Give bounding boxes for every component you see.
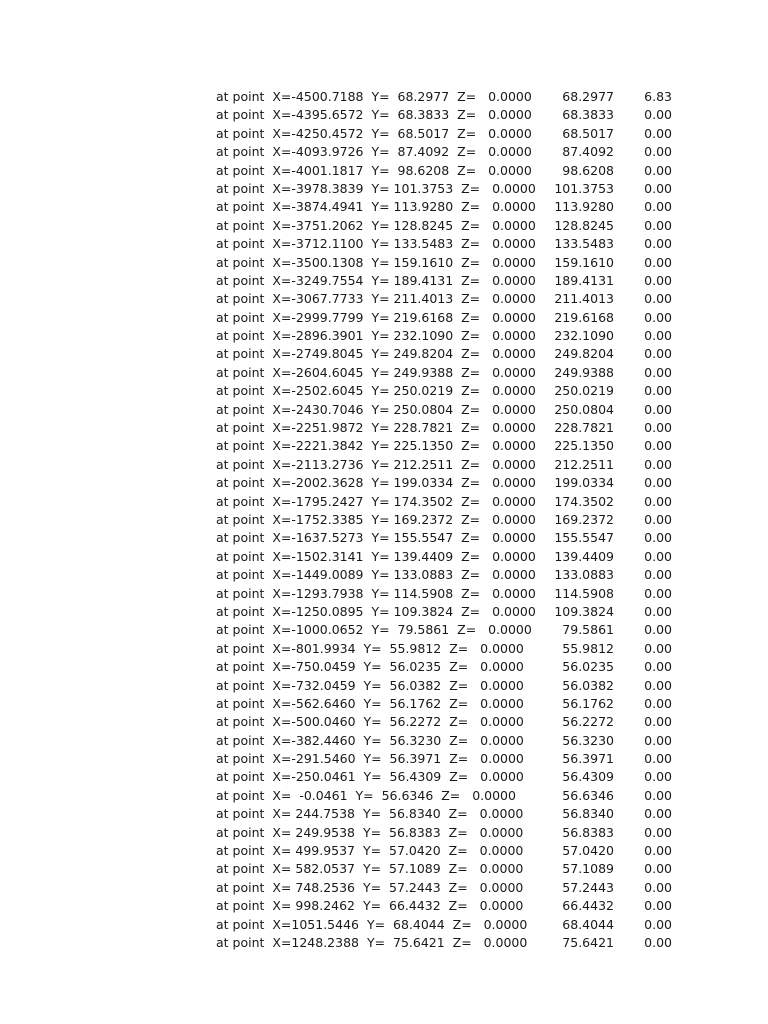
- y-value-cell[interactable]: 57.0420: [562, 843, 614, 859]
- result-value-cell[interactable]: 0.00: [644, 567, 672, 583]
- point-text-cell[interactable]: at point X= 249.9538 Y= 56.8383 Z= 0.0000: [216, 824, 524, 840]
- y-value-cell[interactable]: 114.5908: [554, 585, 614, 601]
- data-row: [0, 125, 768, 143]
- result-value-cell[interactable]: 0.00: [644, 456, 672, 472]
- data-row: [0, 658, 768, 676]
- y-value-cell[interactable]: 66.4432: [562, 898, 614, 914]
- data-row: [0, 916, 768, 934]
- y-value-cell[interactable]: 113.9280: [554, 199, 614, 215]
- result-value-cell[interactable]: 0.00: [644, 144, 672, 160]
- point-text-cell[interactable]: at point X=-1752.3385 Y= 169.2372 Z= 0.0000: [216, 511, 536, 527]
- point-text-cell[interactable]: at point X=-2251.9872 Y= 228.7821 Z= 0.0000: [216, 420, 536, 436]
- result-value-cell[interactable]: 0.00: [644, 806, 672, 822]
- y-value-cell[interactable]: 169.2372: [554, 511, 614, 527]
- point-text-cell[interactable]: at point X=-2896.3901 Y= 232.1090 Z= 0.0000: [216, 328, 536, 344]
- point-text-cell[interactable]: at point X=-2999.7799 Y= 219.6168 Z= 0.0000: [216, 309, 536, 325]
- y-value-cell[interactable]: 56.8340: [562, 806, 614, 822]
- y-value-cell[interactable]: 228.7821: [554, 420, 614, 436]
- point-text-cell[interactable]: at point X=-382.4460 Y= 56.3230 Z= 0.0000: [216, 732, 524, 748]
- point-text-cell[interactable]: at point X=-732.0459 Y= 56.0382 Z= 0.0000: [216, 677, 524, 693]
- data-row: [0, 327, 768, 345]
- data-row: [0, 456, 768, 474]
- result-value-cell[interactable]: 0.00: [644, 548, 672, 564]
- result-value-cell[interactable]: 0.00: [644, 309, 672, 325]
- result-value-cell[interactable]: 0.00: [644, 291, 672, 307]
- data-row: [0, 897, 768, 915]
- data-row: [0, 548, 768, 566]
- data-row: [0, 88, 768, 106]
- result-value-cell[interactable]: 0.00: [644, 916, 672, 932]
- result-value-cell[interactable]: 0.00: [644, 254, 672, 270]
- point-text-cell[interactable]: at point X=-3249.7554 Y= 189.4131 Z= 0.0000: [216, 272, 536, 288]
- data-row: [0, 860, 768, 878]
- data-row: [0, 180, 768, 198]
- point-text-cell[interactable]: at point X=-2749.8045 Y= 249.8204 Z= 0.0000: [216, 346, 536, 362]
- y-value-cell[interactable]: 55.9812: [562, 640, 614, 656]
- point-text-cell[interactable]: at point X=-3712.1100 Y= 133.5483 Z= 0.0000: [216, 236, 536, 252]
- result-value-cell[interactable]: 0.00: [644, 861, 672, 877]
- point-text-cell[interactable]: at point X=-3751.2062 Y= 128.8245 Z= 0.0000: [216, 217, 536, 233]
- result-value-cell[interactable]: 0.00: [644, 328, 672, 344]
- y-value-cell[interactable]: 57.2443: [562, 879, 614, 895]
- point-text-cell[interactable]: at point X=-2113.2736 Y= 212.2511 Z= 0.0000: [216, 456, 536, 472]
- point-text-cell[interactable]: at point X=-1293.7938 Y= 114.5908 Z= 0.0000: [216, 585, 536, 601]
- point-text-cell[interactable]: at point X=-801.9934 Y= 55.9812 Z= 0.0000: [216, 640, 524, 656]
- data-row: [0, 290, 768, 308]
- result-value-cell[interactable]: 0.00: [644, 383, 672, 399]
- y-value-cell[interactable]: 68.4044: [562, 916, 614, 932]
- y-value-cell[interactable]: 56.8383: [562, 824, 614, 840]
- point-text-cell[interactable]: at point X=-3500.1308 Y= 159.1610 Z= 0.0000: [216, 254, 536, 270]
- point-text-cell[interactable]: at point X= 748.2536 Y= 57.2443 Z= 0.0000: [216, 879, 524, 895]
- result-value-cell[interactable]: 0.00: [644, 364, 672, 380]
- result-value-cell[interactable]: 0.00: [644, 107, 672, 123]
- result-value-cell[interactable]: 0.00: [644, 493, 672, 509]
- data-row: [0, 345, 768, 363]
- y-value-cell[interactable]: 212.2511: [554, 456, 614, 472]
- y-value-cell[interactable]: 219.6168: [554, 309, 614, 325]
- data-row: [0, 364, 768, 382]
- point-text-cell[interactable]: at point X=-2002.3628 Y= 199.0334 Z= 0.0000: [216, 475, 536, 491]
- data-row: [0, 677, 768, 695]
- point-text-cell[interactable]: at point X=-2502.6045 Y= 250.0219 Z= 0.0000: [216, 383, 536, 399]
- y-value-cell[interactable]: 75.6421: [562, 934, 614, 950]
- y-value-cell[interactable]: 199.0334: [554, 475, 614, 491]
- point-text-cell[interactable]: at point X= 582.0537 Y= 57.1089 Z= 0.0000: [216, 861, 524, 877]
- y-value-cell[interactable]: 87.4092: [562, 144, 614, 160]
- result-value-cell[interactable]: 0.00: [644, 677, 672, 693]
- y-value-cell[interactable]: 56.0235: [562, 659, 614, 675]
- point-text-cell[interactable]: at point X=-500.0460 Y= 56.2272 Z= 0.0000: [216, 714, 524, 730]
- data-row: [0, 235, 768, 253]
- y-value-cell[interactable]: 250.0804: [554, 401, 614, 417]
- result-value-cell[interactable]: 0.00: [644, 217, 672, 233]
- data-row: [0, 732, 768, 750]
- result-value-cell[interactable]: 0.00: [644, 475, 672, 491]
- point-text-cell[interactable]: at point X=1051.5446 Y= 68.4044 Z= 0.0000: [216, 916, 528, 932]
- point-text-cell[interactable]: at point X=-2604.6045 Y= 249.9388 Z= 0.0000: [216, 364, 536, 380]
- point-text-cell[interactable]: at point X=-3874.4941 Y= 113.9280 Z= 0.0000: [216, 199, 536, 215]
- point-text-cell[interactable]: at point X= 244.7538 Y= 56.8340 Z= 0.0000: [216, 806, 524, 822]
- data-row: [0, 585, 768, 603]
- result-value-cell[interactable]: 0.00: [644, 659, 672, 675]
- data-row: [0, 106, 768, 124]
- result-value-cell[interactable]: 0.00: [644, 125, 672, 141]
- point-text-cell[interactable]: at point X=-4001.1817 Y= 98.6208 Z= 0.0000: [216, 162, 532, 178]
- point-text-cell[interactable]: at point X=-750.0459 Y= 56.0235 Z= 0.0000: [216, 659, 524, 675]
- data-row: [0, 162, 768, 180]
- point-text-cell[interactable]: at point X=-250.0461 Y= 56.4309 Z= 0.0000: [216, 769, 524, 785]
- data-row: [0, 824, 768, 842]
- y-value-cell[interactable]: 128.8245: [554, 217, 614, 233]
- y-value-cell[interactable]: 174.3502: [554, 493, 614, 509]
- result-value-cell[interactable]: 6.83: [644, 89, 672, 104]
- data-row: [0, 309, 768, 327]
- result-value-cell[interactable]: 0.00: [644, 732, 672, 748]
- point-text-cell[interactable]: at point X=-3978.3839 Y= 101.3753 Z= 0.0000: [216, 180, 536, 196]
- y-value-cell[interactable]: 225.1350: [554, 438, 614, 454]
- point-text-cell[interactable]: at point X=-1795.2427 Y= 174.3502 Z= 0.0000: [216, 493, 536, 509]
- point-text-cell[interactable]: at point X=-1449.0089 Y= 133.0883 Z= 0.0000: [216, 567, 536, 583]
- y-value-cell[interactable]: 133.5483: [554, 236, 614, 252]
- y-value-cell[interactable]: 101.3753: [554, 180, 614, 196]
- data-row: [0, 695, 768, 713]
- point-text-cell[interactable]: at point X=1248.2388 Y= 75.6421 Z= 0.0000: [216, 934, 528, 950]
- point-text-cell[interactable]: at point X=-2221.3842 Y= 225.1350 Z= 0.0000: [216, 438, 536, 454]
- result-value-cell[interactable]: 0.00: [644, 530, 672, 546]
- y-value-cell[interactable]: 56.6346: [562, 787, 614, 803]
- data-row: [0, 493, 768, 511]
- data-row: [0, 879, 768, 897]
- y-value-cell[interactable]: 159.1610: [554, 254, 614, 270]
- result-value-cell[interactable]: 0.00: [644, 769, 672, 785]
- point-text-cell[interactable]: at point X=-3067.7733 Y= 211.4013 Z= 0.0000: [216, 291, 536, 307]
- y-value-cell[interactable]: 68.2977: [562, 89, 614, 104]
- data-row: [0, 143, 768, 161]
- data-row: [0, 198, 768, 216]
- result-value-cell[interactable]: 0.00: [644, 898, 672, 914]
- result-value-cell[interactable]: 0.00: [644, 714, 672, 730]
- data-row: [0, 787, 768, 805]
- data-row: [0, 934, 768, 952]
- result-value-cell[interactable]: 0.00: [644, 236, 672, 252]
- y-value-cell[interactable]: 139.4409: [554, 548, 614, 564]
- data-rows: [0, 88, 768, 952]
- y-value-cell[interactable]: 56.4309: [562, 769, 614, 785]
- y-value-cell[interactable]: 79.5861: [562, 622, 614, 638]
- result-value-cell[interactable]: 0.00: [644, 879, 672, 895]
- y-value-cell[interactable]: 56.1762: [562, 695, 614, 711]
- data-row: [0, 603, 768, 621]
- y-value-cell[interactable]: 249.9388: [554, 364, 614, 380]
- point-text-cell[interactable]: at point X=-1637.5273 Y= 155.5547 Z= 0.0000: [216, 530, 536, 546]
- y-value-cell[interactable]: 133.0883: [554, 567, 614, 583]
- y-value-cell[interactable]: 109.3824: [554, 603, 614, 619]
- data-row: [0, 401, 768, 419]
- data-row: [0, 511, 768, 529]
- result-value-cell[interactable]: 0.00: [644, 346, 672, 362]
- result-value-cell[interactable]: 0.00: [644, 199, 672, 215]
- point-text-cell[interactable]: at point X= -0.0461 Y= 56.6346 Z= 0.0000: [216, 787, 516, 803]
- data-row: [0, 217, 768, 235]
- result-value-cell[interactable]: 0.00: [644, 751, 672, 767]
- y-value-cell[interactable]: 250.0219: [554, 383, 614, 399]
- result-value-cell[interactable]: 0.00: [644, 603, 672, 619]
- data-row: [0, 768, 768, 786]
- result-value-cell[interactable]: 0.00: [644, 695, 672, 711]
- result-value-cell[interactable]: 0.00: [644, 934, 672, 950]
- data-row: [0, 842, 768, 860]
- result-value-cell[interactable]: 0.00: [644, 622, 672, 638]
- result-value-cell[interactable]: 0.00: [644, 511, 672, 527]
- y-value-cell[interactable]: 57.1089: [562, 861, 614, 877]
- data-row: [0, 474, 768, 492]
- y-value-cell[interactable]: 211.4013: [554, 291, 614, 307]
- data-row: [0, 529, 768, 547]
- data-row: [0, 750, 768, 768]
- y-value-cell[interactable]: 155.5547: [554, 530, 614, 546]
- point-text-cell[interactable]: at point X=-4093.9726 Y= 87.4092 Z= 0.0000: [216, 144, 532, 160]
- point-text-cell[interactable]: at point X=-1250.0895 Y= 109.3824 Z= 0.0000: [216, 603, 536, 619]
- data-row: [0, 713, 768, 731]
- data-row: [0, 272, 768, 290]
- data-row: [0, 419, 768, 437]
- data-row: [0, 566, 768, 584]
- point-text-cell[interactable]: at point X=-291.5460 Y= 56.3971 Z= 0.0000: [216, 751, 524, 767]
- y-value-cell[interactable]: 98.6208: [562, 162, 614, 178]
- data-row: [0, 640, 768, 658]
- result-value-cell[interactable]: 0.00: [644, 162, 672, 178]
- y-value-cell[interactable]: 249.8204: [554, 346, 614, 362]
- y-value-cell[interactable]: 189.4131: [554, 272, 614, 288]
- point-text-cell[interactable]: at point X=-4500.7188 Y= 68.2977 Z= 0.0000: [216, 89, 532, 104]
- y-value-cell[interactable]: 56.3230: [562, 732, 614, 748]
- point-text-cell[interactable]: at point X=-1000.0652 Y= 79.5861 Z= 0.0000: [216, 622, 532, 638]
- y-value-cell[interactable]: 232.1090: [554, 328, 614, 344]
- result-value-cell[interactable]: 0.00: [644, 787, 672, 803]
- point-text-cell[interactable]: at point X=-562.6460 Y= 56.1762 Z= 0.0000: [216, 695, 524, 711]
- point-text-cell[interactable]: at point X=-4395.6572 Y= 68.3833 Z= 0.0000: [216, 107, 532, 123]
- y-value-cell[interactable]: 68.3833: [562, 107, 614, 123]
- point-text-cell[interactable]: at point X=-2430.7046 Y= 250.0804 Z= 0.0000: [216, 401, 536, 417]
- result-value-cell[interactable]: 0.00: [644, 401, 672, 417]
- y-value-cell[interactable]: 68.5017: [562, 125, 614, 141]
- result-value-cell[interactable]: 0.00: [644, 843, 672, 859]
- data-row: [0, 437, 768, 455]
- y-value-cell[interactable]: 56.2272: [562, 714, 614, 730]
- result-value-cell[interactable]: 0.00: [644, 420, 672, 436]
- y-value-cell[interactable]: 56.0382: [562, 677, 614, 693]
- result-value-cell[interactable]: 0.00: [644, 824, 672, 840]
- result-value-cell[interactable]: 0.00: [644, 640, 672, 656]
- point-text-cell[interactable]: at point X=-4250.4572 Y= 68.5017 Z= 0.0000: [216, 125, 532, 141]
- result-value-cell[interactable]: 0.00: [644, 438, 672, 454]
- data-row: [0, 805, 768, 823]
- result-value-cell[interactable]: 0.00: [644, 272, 672, 288]
- data-row: [0, 254, 768, 272]
- point-text-cell[interactable]: at point X=-1502.3141 Y= 139.4409 Z= 0.0000: [216, 548, 536, 564]
- result-value-cell[interactable]: 0.00: [644, 585, 672, 601]
- data-row: [0, 621, 768, 639]
- data-row: [0, 382, 768, 400]
- point-text-cell[interactable]: at point X= 998.2462 Y= 66.4432 Z= 0.0000: [216, 898, 524, 914]
- y-value-cell[interactable]: 56.3971: [562, 751, 614, 767]
- result-value-cell[interactable]: 0.00: [644, 180, 672, 196]
- point-text-cell[interactable]: at point X= 499.9537 Y= 57.0420 Z= 0.0000: [216, 843, 524, 859]
